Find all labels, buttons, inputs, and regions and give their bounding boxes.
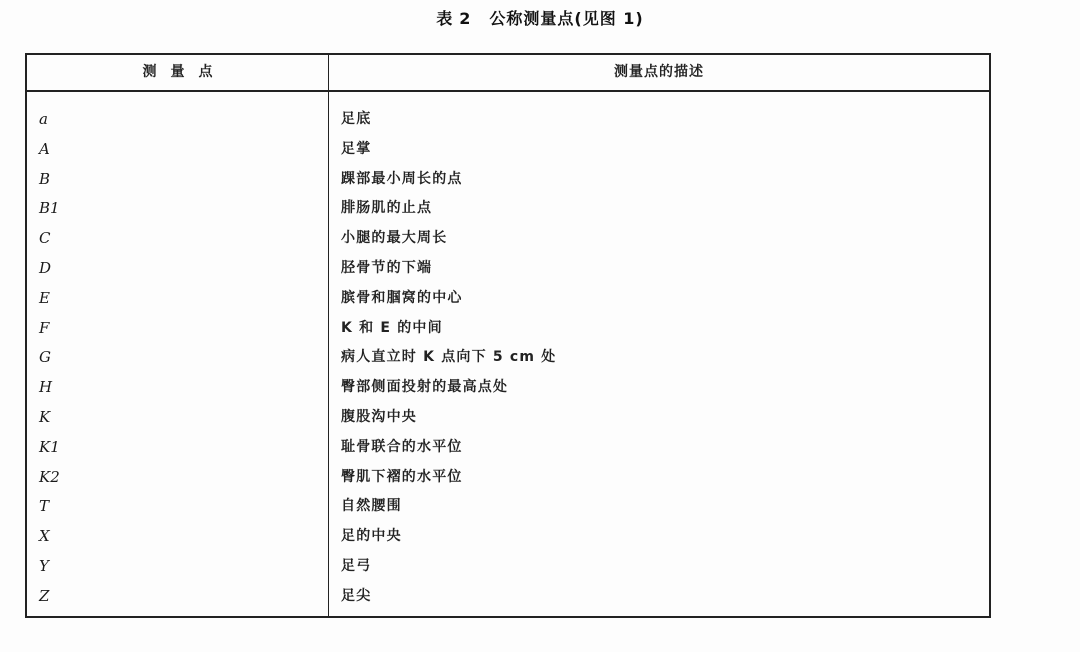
point-description: 踝部最小周长的点 (341, 170, 463, 187)
point-code: G (39, 348, 51, 367)
point-code: K1 (39, 437, 60, 456)
point-description: 耻骨联合的水平位 (341, 438, 463, 455)
table-row (27, 433, 989, 463)
point-description: 自然腰围 (341, 498, 402, 515)
table-row (27, 492, 989, 522)
point-code: F (39, 318, 50, 337)
table-body (27, 105, 989, 612)
caption-number: 2 (459, 9, 472, 28)
caption-text: 公称测量点(见图 1) (489, 9, 644, 28)
table-row (27, 582, 989, 612)
table-row (27, 314, 989, 344)
point-code: H (39, 378, 53, 397)
point-code: K (39, 407, 51, 426)
table-row (27, 254, 989, 284)
point-description: 小腿的最大周长 (341, 230, 448, 247)
table-row (27, 343, 989, 373)
point-description: 腓肠肌的止点 (341, 200, 433, 217)
point-code: C (39, 229, 51, 248)
point-description: 足底 (341, 111, 372, 127)
point-description: 臀部侧面投射的最高点处 (341, 379, 509, 396)
point-description: 腹股沟中央 (341, 408, 417, 425)
point-code: B (39, 169, 51, 188)
table-row (27, 224, 989, 254)
table-row (27, 373, 989, 403)
point-code: E (39, 288, 50, 307)
point-description: 足尖 (341, 587, 372, 604)
point-description: 臀肌下褶的水平位 (341, 468, 463, 485)
column-header-point: 测量点 (142, 64, 227, 80)
point-description: 足掌 (341, 140, 372, 157)
column-header-description: 测量点的描述 (614, 64, 704, 80)
point-description: K 和 E 的中间 (341, 319, 443, 336)
point-code: K2 (39, 467, 60, 486)
table-row (27, 522, 989, 552)
table-row (27, 165, 989, 195)
table-header (27, 55, 989, 92)
table-row (27, 284, 989, 314)
table-row (27, 105, 989, 135)
point-description: 足的中央 (341, 528, 402, 545)
point-description: 病人直立时 K 点向下 5 cm 处 (341, 349, 557, 366)
point-code: a (39, 110, 48, 128)
point-code: B1 (39, 199, 60, 218)
point-description: 膑骨和腘窝的中心 (341, 289, 463, 306)
table-row (27, 194, 989, 224)
table-caption (0, 6, 1080, 29)
table-row (27, 463, 989, 493)
point-description: 胫骨节的下端 (341, 259, 433, 276)
point-code: T (39, 497, 50, 516)
measurement-points-table (25, 53, 991, 618)
point-code: X (39, 527, 50, 546)
point-code: A (39, 139, 50, 158)
point-code: D (39, 258, 52, 277)
point-description: 足弓 (341, 557, 372, 574)
point-code: Y (39, 556, 49, 575)
point-code: Z (39, 586, 50, 605)
caption-prefix: 表 (436, 9, 454, 28)
table-row (27, 135, 989, 165)
table-row (27, 552, 989, 582)
table-row (27, 403, 989, 433)
